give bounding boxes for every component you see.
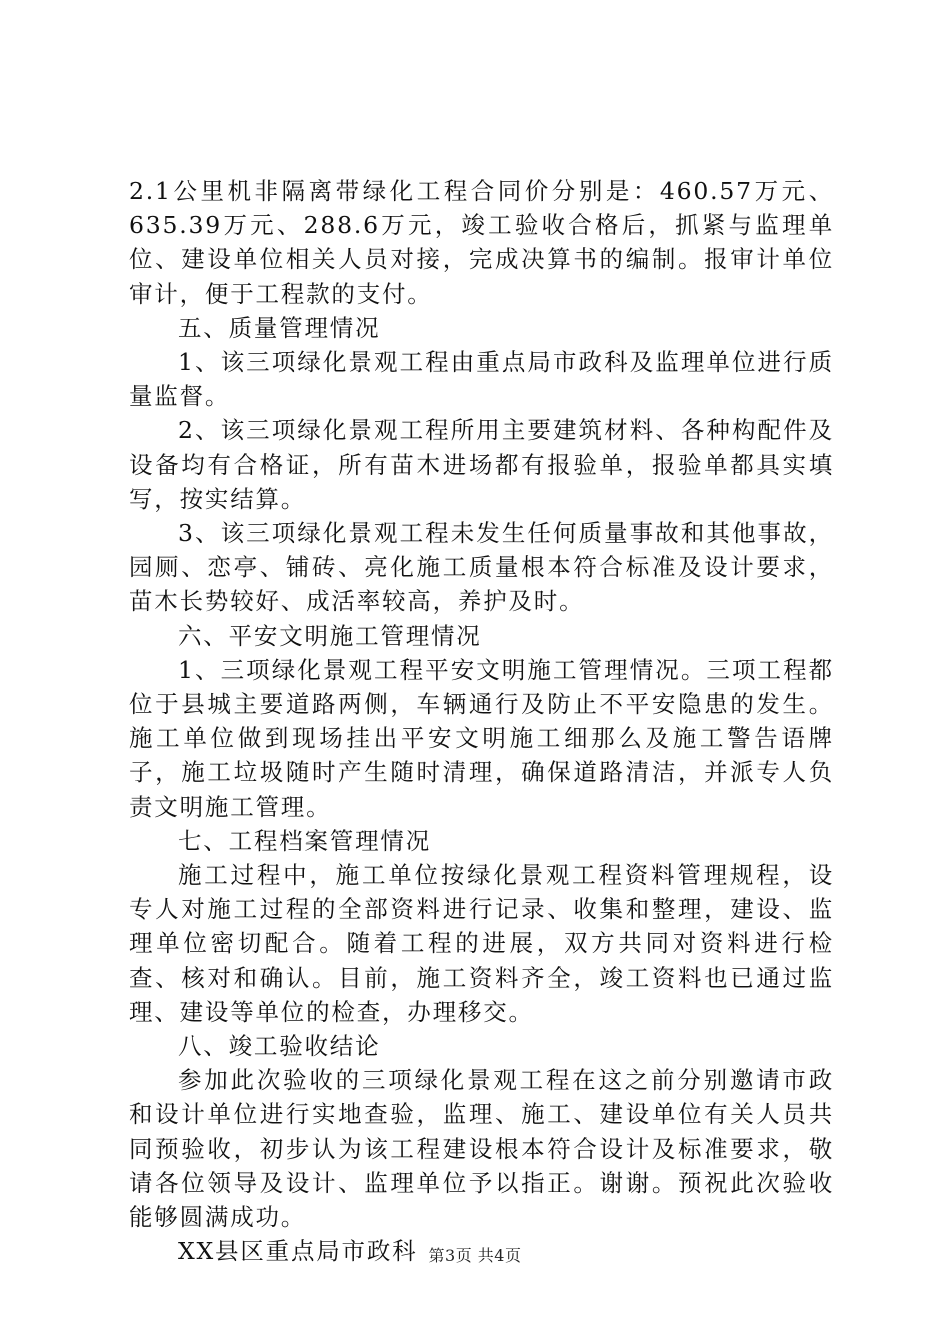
paragraph-archive-records: 施工过程中，施工单位按绿化景观工程资料管理规程，设专人对施工过程的全部资料进行记录、收集和整理，建设、监理单位密切配合。随着工程的进展，双方共同对资料进行检查、核对和确认。目前，施工资料齐全，竣工资料也已通过监理、建设等单位的检查，办理移交。 bbox=[129, 861, 834, 1026]
signature-organization: XX县区重点局市政科 bbox=[178, 1237, 418, 1266]
heading-quality-management: 五、质量管理情况 bbox=[178, 313, 381, 342]
heading-acceptance-conclusion: 八、竣工验收结论 bbox=[178, 1032, 381, 1061]
paragraph-safety-construction: 1、三项绿化景观工程平安文明施工管理情况。三项工程都位于县城主要道路两侧，车辆通行及防止不平安隐患的发生。施工单位做到现场挂出平安文明施工细那么及施工警告语牌子，施工垃圾随时产生随时清理，确保道路清洁，并派专人负责文明施工管理。 bbox=[129, 655, 834, 821]
paragraph-quality-supervision: 1、该三项绿化景观工程由重点局市政科及监理单位进行质量监督。 bbox=[129, 348, 834, 411]
heading-archive-management: 七、工程档案管理情况 bbox=[178, 826, 431, 855]
page-footer: 第3页 共4页 bbox=[428, 1246, 522, 1265]
paragraph-no-accidents: 3、该三项绿化景观工程未发生任何质量事故和其他事故，园厕、恋亭、铺砖、亮化施工质量根本符合标准及设计要求，苗木长势较好、成活率较高，养护及时。 bbox=[129, 519, 834, 616]
paragraph-materials-certification: 2、该三项绿化景观工程所用主要建筑材料、各种构配件及设备均有合格证，所有苗木进场都有报验单，报验单都具实填写，按实结算。 bbox=[129, 416, 834, 513]
heading-safety-management: 六、平安文明施工管理情况 bbox=[178, 621, 482, 650]
document-body bbox=[129, 174, 834, 1269]
paragraph-acceptance-conclusion: 参加此次验收的三项绿化景观工程在这之前分别邀请市政和设计单位进行实地查验，监理、施工、建设单位有关人员共同预验收，初步认为该工程建设根本符合设计及标准要求，敬请各位领导及设计、监理单位予以指正。谢谢。预祝此次验收能够圆满成功。 bbox=[129, 1066, 834, 1232]
paragraph-contract-prices: 2.1公里机非隔离带绿化工程合同价分别是：460.57万元、635.39万元、288.6万元，竣工验收合格后，抓紧与监理单位、建设单位相关人员对接，完成决算书的编制。报审计单位审计，便于工程款的支付。 bbox=[129, 177, 834, 308]
